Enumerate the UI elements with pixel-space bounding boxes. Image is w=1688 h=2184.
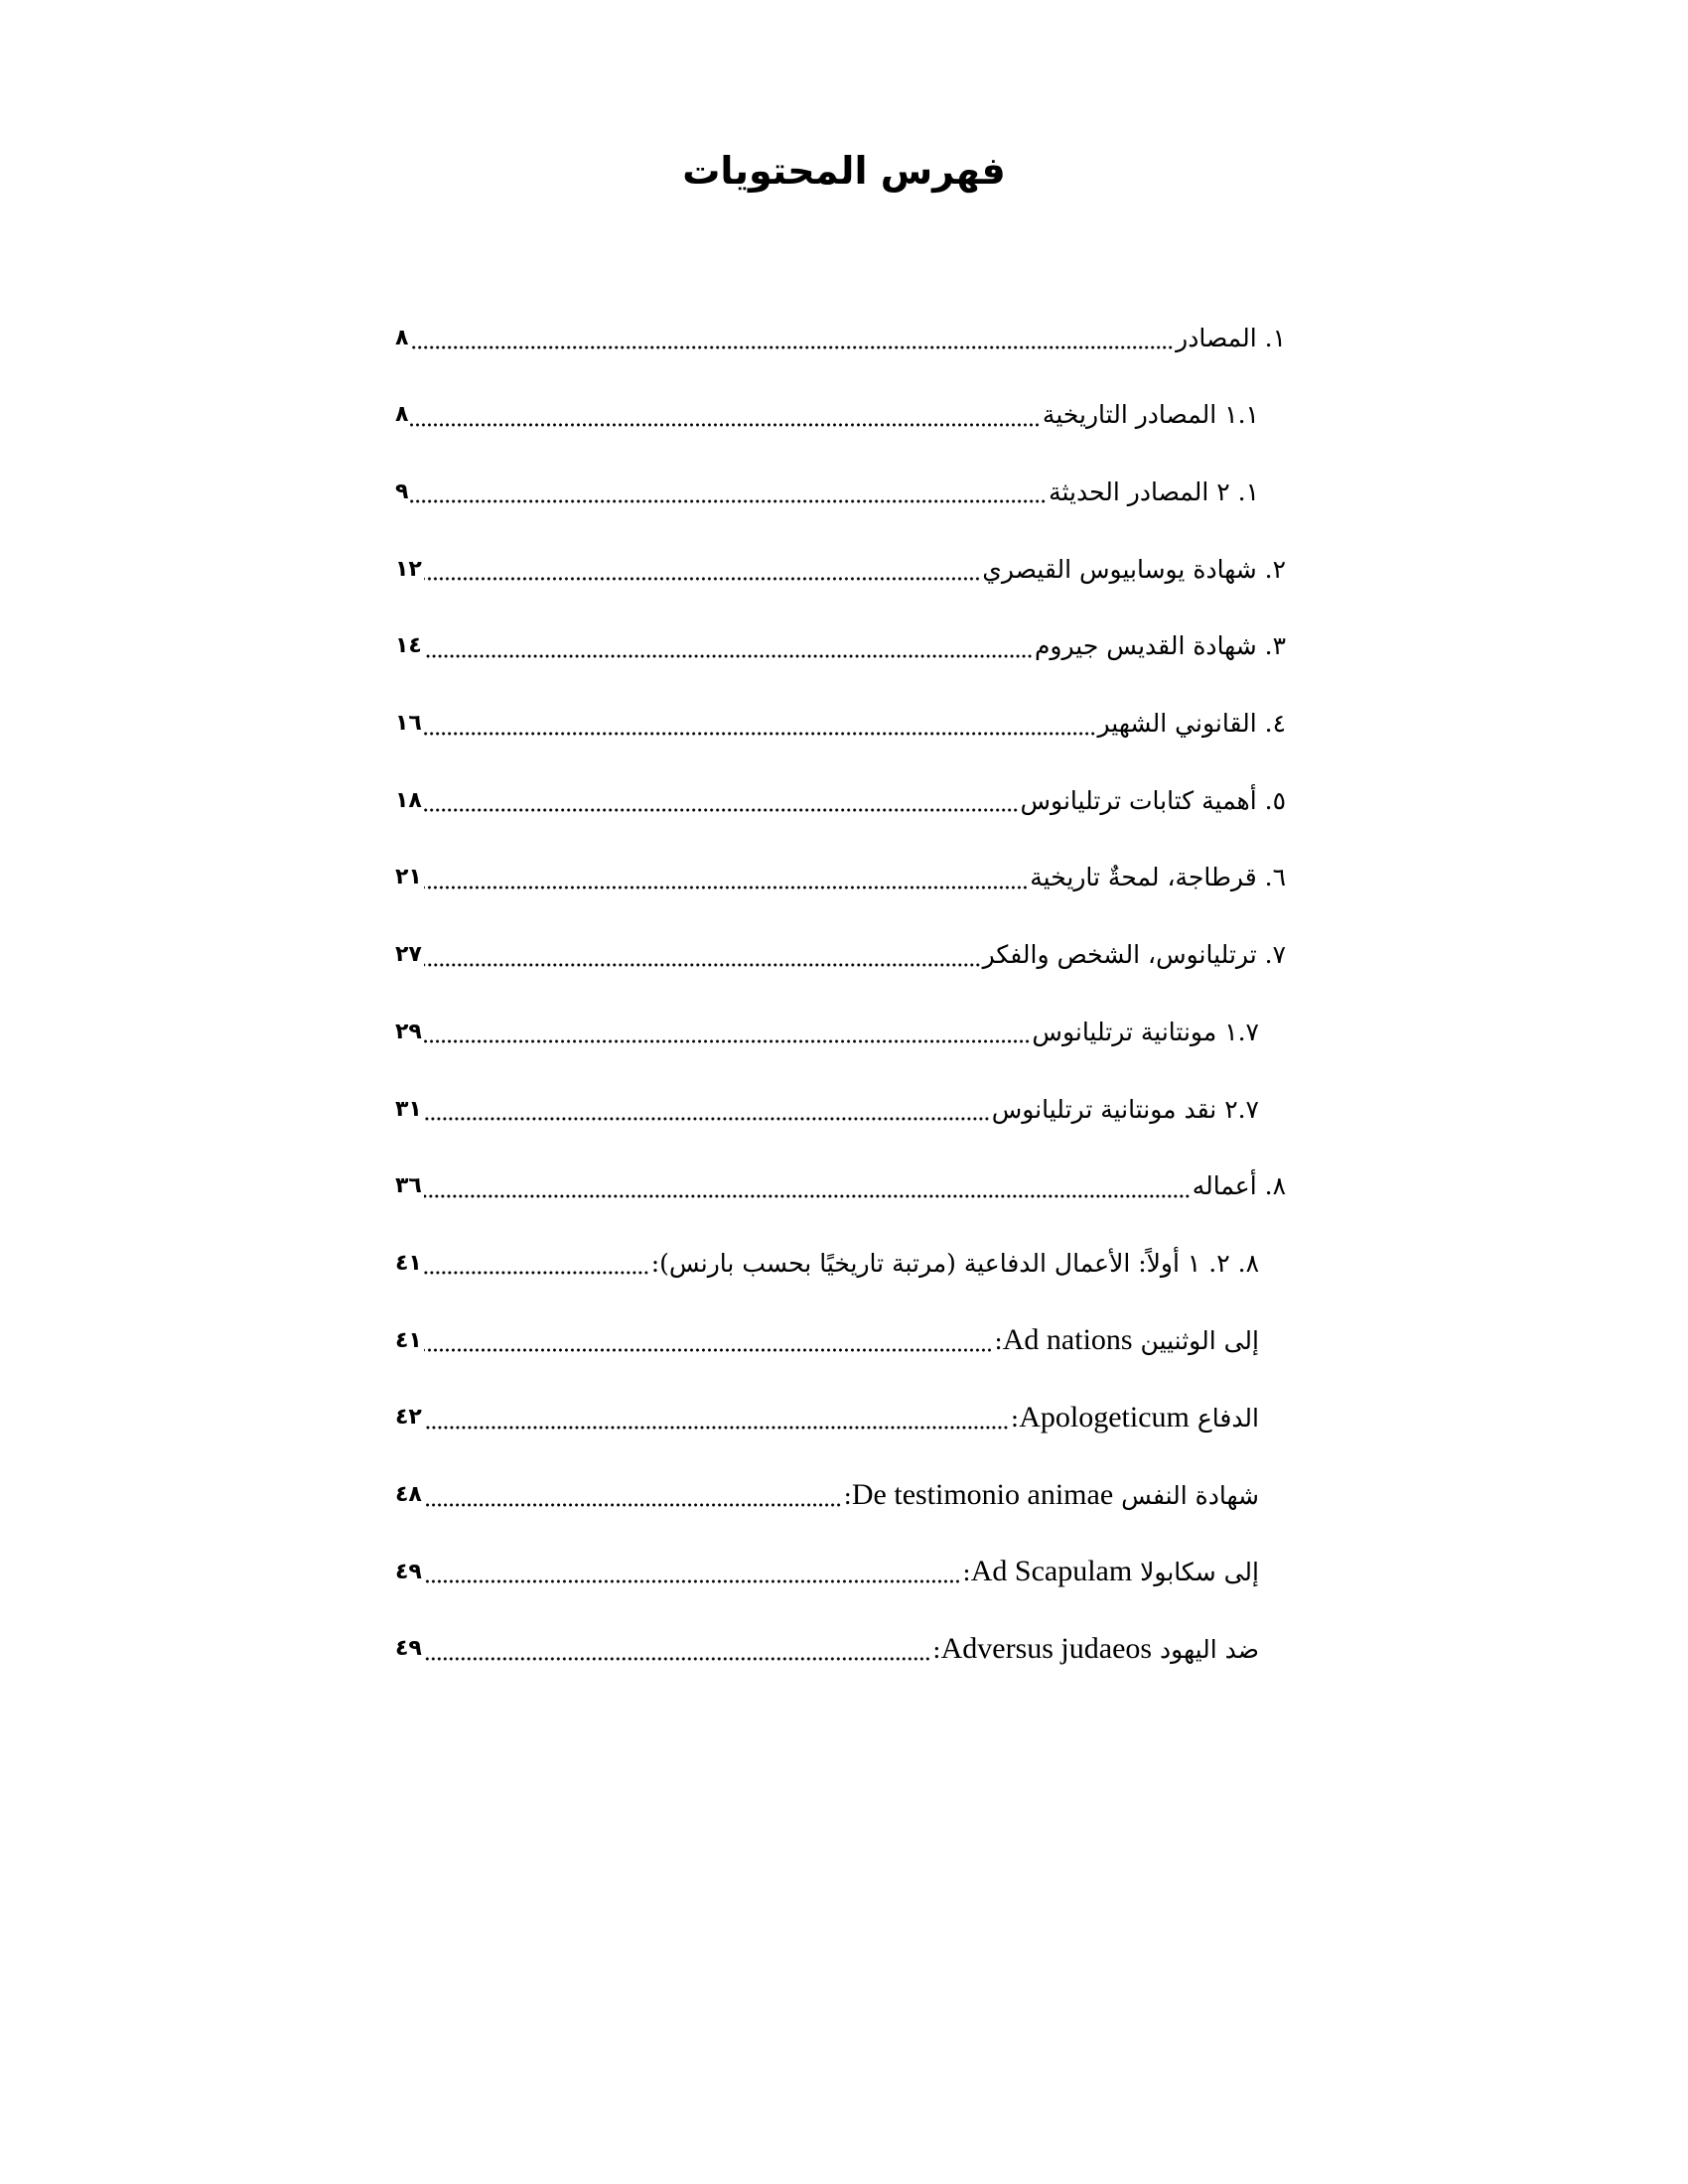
toc-entry-latin: Ad Scapulam	[970, 1555, 1133, 1588]
dot-leader	[424, 865, 1028, 890]
toc-entry-title	[992, 1095, 1259, 1124]
toc-entry-latin: De testimonio animae	[851, 1477, 1114, 1511]
toc-entry[interactable]	[395, 1546, 1259, 1597]
toc-entry-title	[1021, 786, 1286, 815]
toc-page-number: ٣٦	[395, 1173, 422, 1199]
toc-entry-arabic: ٦. قرطاجة، لمحةٌ تاريخية	[1030, 863, 1286, 892]
toc-entry-arabic: ضد اليهود	[1160, 1634, 1259, 1664]
toc-page-number: ٤٩	[395, 1559, 422, 1584]
page-title: فهرس المحتويات	[682, 149, 1006, 193]
toc-entry-arabic: الدفاع	[1196, 1403, 1259, 1433]
toc-page-number: ١٦	[395, 711, 422, 736]
toc-entry-arabic: ٢.٧ نقد مونتانية ترتليانوس	[991, 1094, 1259, 1124]
toc-entry-title	[843, 1478, 1259, 1512]
toc-entry-colon: :	[994, 1326, 1003, 1356]
toc-entry-arabic: إلى الوثنيين	[1140, 1326, 1259, 1356]
toc-entry-arabic: ١.٧ مونتانية ترتليانوس	[1032, 1017, 1259, 1046]
toc-page-number: ٤٢	[395, 1405, 422, 1431]
toc-entry-arabic: إلى سكابولا	[1140, 1558, 1259, 1587]
toc-entry-colon: :	[962, 1558, 971, 1587]
toc-page-number: ٤٩	[395, 1636, 422, 1662]
toc-page-number: ٤١	[395, 1327, 422, 1353]
toc-page-number: ٨	[395, 325, 409, 350]
toc-entry-title	[932, 1632, 1259, 1666]
toc-entry[interactable]	[395, 389, 1259, 441]
dot-leader	[424, 787, 1019, 813]
toc-entry-title	[983, 940, 1286, 969]
toc-entry-arabic: ٤. القانوني الشهير	[1097, 709, 1286, 738]
dot-leader	[424, 633, 1033, 659]
toc-entry-title	[962, 1555, 1259, 1588]
dot-leader	[410, 325, 1174, 350]
toc-page-number: ٢٩	[395, 1019, 422, 1044]
dot-leader	[424, 1327, 992, 1353]
toc-entry-title	[1098, 709, 1287, 738]
dot-leader	[424, 1559, 960, 1584]
dot-leader	[424, 1250, 649, 1276]
toc-entry-arabic: ٥. أهمية كتابات ترتليانوس	[1020, 785, 1286, 815]
toc-entry[interactable]	[395, 774, 1286, 826]
toc-entry[interactable]	[395, 1237, 1259, 1289]
dot-leader	[410, 478, 1047, 504]
toc-entry[interactable]	[395, 1160, 1286, 1212]
dot-leader	[424, 1019, 1031, 1044]
dot-leader	[410, 402, 1040, 428]
toc-entry-arabic: ٨. ٢. ١ أولاً: الأعمال الدفاعية (مرتبة تاريخيًا بحسب بارنس):	[650, 1248, 1259, 1278]
toc-page-number: ٢١	[395, 865, 422, 890]
toc-page-number: ٤٨	[395, 1482, 422, 1507]
toc-page-number: ٨	[395, 402, 409, 428]
toc-entry-title	[1176, 324, 1286, 352]
toc-entry[interactable]	[395, 1623, 1259, 1675]
toc-entry-arabic: ٧. ترتليانوس، الشخص والفكر	[982, 940, 1286, 970]
toc-entry-title	[1043, 400, 1259, 429]
toc-page-number: ١٢	[395, 556, 422, 582]
toc-page-number: ٤١	[395, 1250, 422, 1276]
toc-entry-title	[1032, 1018, 1259, 1046]
toc-entry-title	[1030, 863, 1286, 891]
toc-entry-latin: Ad nations	[1002, 1323, 1133, 1357]
toc-entry-colon: :	[1010, 1403, 1020, 1433]
toc-entry-arabic: ١.١ المصادر التاريخية	[1042, 400, 1259, 430]
dot-leader	[424, 1096, 990, 1122]
toc-entry[interactable]	[395, 1469, 1259, 1521]
toc-page-number: ٩	[395, 478, 409, 504]
toc-page-number: ١٨	[395, 787, 422, 813]
dot-leader	[424, 1405, 1009, 1431]
toc-entry[interactable]	[395, 1083, 1259, 1135]
toc-entry-title	[994, 1323, 1259, 1357]
dot-leader	[424, 556, 980, 582]
dot-leader	[424, 1173, 1191, 1199]
toc-entry[interactable]	[395, 1006, 1259, 1057]
toc-page-number: ٣١	[395, 1096, 422, 1122]
toc-entry-arabic: ١. ٢ المصادر الحديثة	[1049, 477, 1259, 506]
toc-entry[interactable]	[395, 312, 1286, 363]
toc-page-number: ٢٧	[395, 942, 422, 968]
toc-page-number: ١٤	[395, 633, 422, 659]
toc-entry[interactable]	[395, 1392, 1259, 1443]
toc-entry-arabic: شهادة النفس	[1121, 1480, 1259, 1510]
toc-entry[interactable]	[395, 698, 1286, 750]
toc-entry[interactable]	[395, 1314, 1259, 1366]
toc-entry[interactable]	[395, 852, 1286, 903]
dot-leader	[424, 1636, 930, 1662]
toc-entry-title	[1035, 631, 1286, 660]
toc-entry-colon: :	[932, 1634, 941, 1664]
toc-entry-title	[1049, 478, 1259, 506]
toc-entry-arabic: ١. المصادر	[1176, 323, 1286, 352]
toc-entry-arabic: ٣. شهادة القديس جيروم	[1034, 631, 1286, 661]
toc-entry-colon: :	[843, 1480, 852, 1510]
toc-entry-title	[651, 1249, 1259, 1278]
toc-entry[interactable]	[395, 543, 1286, 595]
toc-entry-title	[1011, 1401, 1259, 1434]
toc-entry-arabic: ٢. شهادة يوسابيوس القيصري	[982, 554, 1286, 584]
toc-entry[interactable]	[395, 620, 1286, 672]
toc-entry-title	[1193, 1171, 1286, 1200]
toc-entry-arabic: ٨. أعماله	[1192, 1171, 1286, 1201]
toc-entry[interactable]	[395, 929, 1286, 981]
toc-entry-title	[982, 555, 1286, 584]
dot-leader	[424, 1482, 842, 1508]
dot-leader	[424, 711, 1096, 737]
toc-entry[interactable]	[395, 466, 1259, 517]
dot-leader	[424, 942, 981, 968]
toc-entry-latin: Adversus judaeos	[940, 1631, 1153, 1665]
toc-entry-latin: Apologeticum	[1019, 1400, 1190, 1433]
